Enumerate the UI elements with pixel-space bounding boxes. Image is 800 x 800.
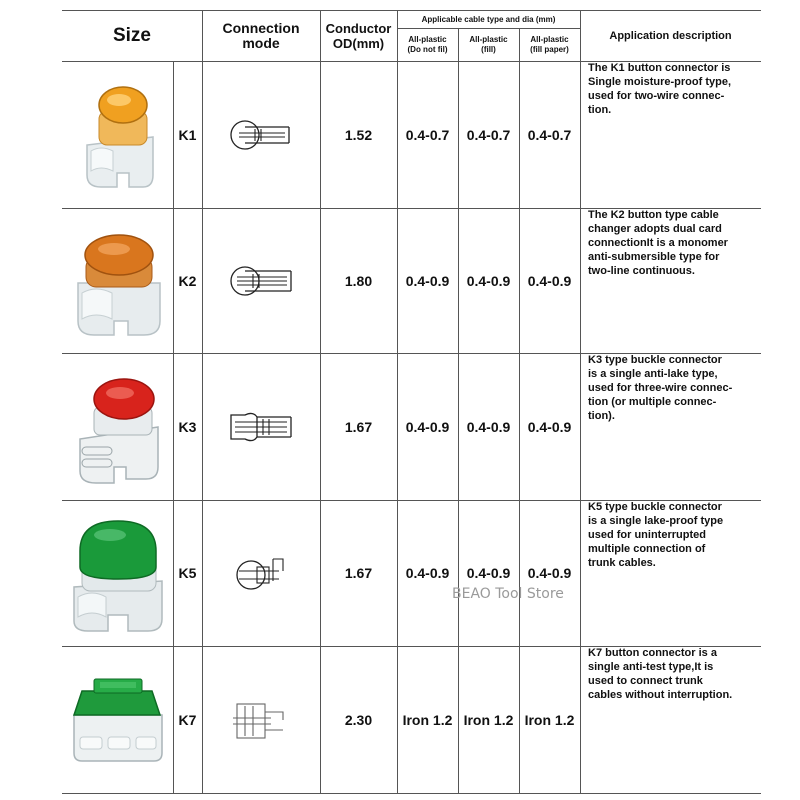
dia3-k3-text: 0.4-0.9 (527, 418, 572, 435)
dia-do-not-fill-cell (397, 208, 458, 353)
application-description-cell (584, 353, 761, 500)
dia-fill-paper-cell (519, 61, 580, 208)
model-label (173, 500, 202, 646)
dia3-k5-text: 0.4-0.9 (527, 565, 572, 581)
connection-diagram-k7 (202, 646, 320, 793)
desc-k7-line: K7 button connector is a (588, 647, 717, 659)
header-sub1-line2: (Do not fil) (407, 44, 448, 54)
desc-k2-line: The K2 button type cable (588, 209, 719, 221)
model-k5-text: K5 (178, 565, 197, 581)
header-sub3-line2: (fill paper) (530, 44, 569, 54)
header-sub-fill (458, 28, 519, 61)
header-connection-mode-line1: Connection (222, 19, 300, 36)
od-k1-text: 1.52 (344, 126, 373, 143)
dia1-k2-text: 0.4-0.9 (405, 272, 450, 289)
od-k3-text: 1.67 (344, 418, 373, 435)
col-divider-sub3 (580, 10, 581, 793)
header-conductor-od (320, 10, 397, 61)
header-conductor-line1: Conductor (325, 20, 392, 36)
desc-k3-line: is a single anti-lake type, (588, 368, 718, 380)
dual-card-diagram-icon (225, 261, 297, 301)
dia-fill-cell (458, 500, 519, 646)
model-k1-text: K1 (178, 126, 197, 143)
desc-k2-line: changer adopts dual card (588, 223, 722, 235)
dia1-k3-text: 0.4-0.9 (405, 418, 450, 435)
store-watermark: BEAO Tool Store (452, 586, 564, 602)
k5-connector-icon (68, 511, 168, 635)
dia1-k5-text: 0.4-0.9 (405, 565, 450, 581)
connector-image-k1 (62, 61, 173, 208)
connection-diagram-k2 (202, 208, 320, 353)
header-sub1-line1: All-plastic (408, 34, 447, 44)
dia2-k1-text: 0.4-0.7 (466, 126, 511, 143)
table-bottom-border (62, 793, 761, 794)
desc-k5-line: trunk cables. (588, 557, 656, 569)
desc-k1-line: The K1 button connector is (588, 62, 731, 74)
dia1-k1-text: 0.4-0.7 (405, 126, 450, 143)
header-application-text: Application description (609, 29, 732, 42)
connector-image-k5 (62, 500, 173, 646)
dia2-k7-text: Iron 1.2 (463, 711, 514, 728)
desc-k5-line: used for uninterrupted (588, 529, 706, 541)
desc-k7-line: cables without interruption. (588, 689, 733, 701)
two-wire-diagram-icon (225, 115, 297, 155)
header-sub3-line1: All-plastic (530, 34, 569, 44)
desc-k1-line: tion. (588, 104, 612, 116)
header-size-text: Size (112, 24, 152, 46)
conductor-od-cell (320, 208, 397, 353)
connector-image-k3 (62, 353, 173, 500)
od-k7-text: 2.30 (344, 711, 373, 728)
connector-image-k7 (62, 646, 173, 793)
dia-fill-cell (458, 353, 519, 500)
desc-k5-line: multiple connection of (588, 543, 706, 555)
desc-k7-line: used to connect trunk (588, 675, 703, 687)
three-wire-diagram-icon (225, 407, 297, 447)
dia-fill-paper-cell (519, 646, 580, 793)
desc-k3-line: used for three-wire connec- (588, 382, 733, 394)
header-application-description (580, 10, 761, 61)
dia1-k7-text: Iron 1.2 (402, 711, 453, 728)
dia-fill-paper-cell (519, 500, 580, 646)
desc-k2-line: two-line continuous. (588, 265, 695, 277)
header-connection-mode-line2: mode (242, 34, 280, 51)
desc-k5-line: K5 type buckle connector (588, 501, 722, 513)
dia-do-not-fill-cell (397, 646, 458, 793)
connector-image-k2 (62, 208, 173, 353)
header-size (62, 10, 202, 61)
dia-fill-cell (458, 646, 519, 793)
application-description-cell (584, 61, 761, 208)
conductor-od-cell (320, 646, 397, 793)
dia2-k3-text: 0.4-0.9 (466, 418, 511, 435)
model-label (173, 353, 202, 500)
application-description-cell (584, 500, 761, 646)
k1-connector-icon (73, 75, 163, 195)
uninterrupted-trunk-diagram-icon (231, 696, 291, 744)
dia-fill-paper-cell (519, 353, 580, 500)
application-description-cell (584, 208, 761, 353)
od-k5-text: 1.67 (344, 565, 373, 581)
desc-k2-line: connectionIt is a monomer (588, 237, 728, 249)
k2-connector-icon (70, 221, 166, 341)
header-conductor-line2: OD(mm) (332, 35, 385, 51)
desc-k1-line: Single moisture-proof type, (588, 76, 732, 88)
dia-fill-cell (458, 61, 519, 208)
conductor-od-cell (320, 61, 397, 208)
od-k2-text: 1.80 (344, 272, 373, 289)
desc-k1-line: used for two-wire connec- (588, 90, 725, 102)
header-sub-do-not-fill (397, 28, 458, 61)
header-applicable-group-text: Applicable cable type and dia (mm) (421, 14, 556, 24)
connection-diagram-k5 (202, 500, 320, 646)
dia-fill-cell (458, 208, 519, 353)
dia-do-not-fill-cell (397, 353, 458, 500)
desc-k3-line: tion (or multiple connec- (588, 396, 717, 408)
model-k7-text: K7 (178, 711, 197, 728)
dia2-k5-text: 0.4-0.9 (466, 565, 511, 581)
dia-do-not-fill-cell (397, 500, 458, 646)
dia3-k1-text: 0.4-0.7 (527, 126, 572, 143)
header-connection-mode (202, 10, 320, 61)
dia-do-not-fill-cell (397, 61, 458, 208)
k3-connector-icon (70, 367, 166, 487)
desc-k2-line: anti-submersible type for (588, 251, 720, 263)
model-label (173, 208, 202, 353)
dia-fill-paper-cell (519, 208, 580, 353)
application-description-cell (584, 646, 761, 793)
desc-k3-line: K3 type buckle connector (588, 354, 722, 366)
conductor-od-cell (320, 353, 397, 500)
dia3-k2-text: 0.4-0.9 (527, 272, 572, 289)
dia2-k2-text: 0.4-0.9 (466, 272, 511, 289)
desc-k5-line: is a single lake-proof type (588, 515, 724, 527)
connection-diagram-k1 (202, 61, 320, 208)
trunk-tap-diagram-icon (231, 551, 291, 595)
header-sub2-line1: All-plastic (469, 34, 508, 44)
connection-diagram-k3 (202, 353, 320, 500)
model-label (173, 646, 202, 793)
desc-k7-line: single anti-test type,It is (588, 661, 714, 673)
model-k3-text: K3 (178, 418, 197, 435)
model-k2-text: K2 (178, 272, 197, 289)
header-sub-fill-paper (519, 28, 580, 61)
dia3-k7-text: Iron 1.2 (524, 711, 575, 728)
k7-connector-icon (68, 675, 168, 765)
header-sub2-line2: (fill) (481, 44, 496, 54)
desc-k3-line: tion). (588, 410, 615, 422)
conductor-od-cell (320, 500, 397, 646)
model-label (173, 61, 202, 208)
header-applicable-group (397, 10, 580, 28)
